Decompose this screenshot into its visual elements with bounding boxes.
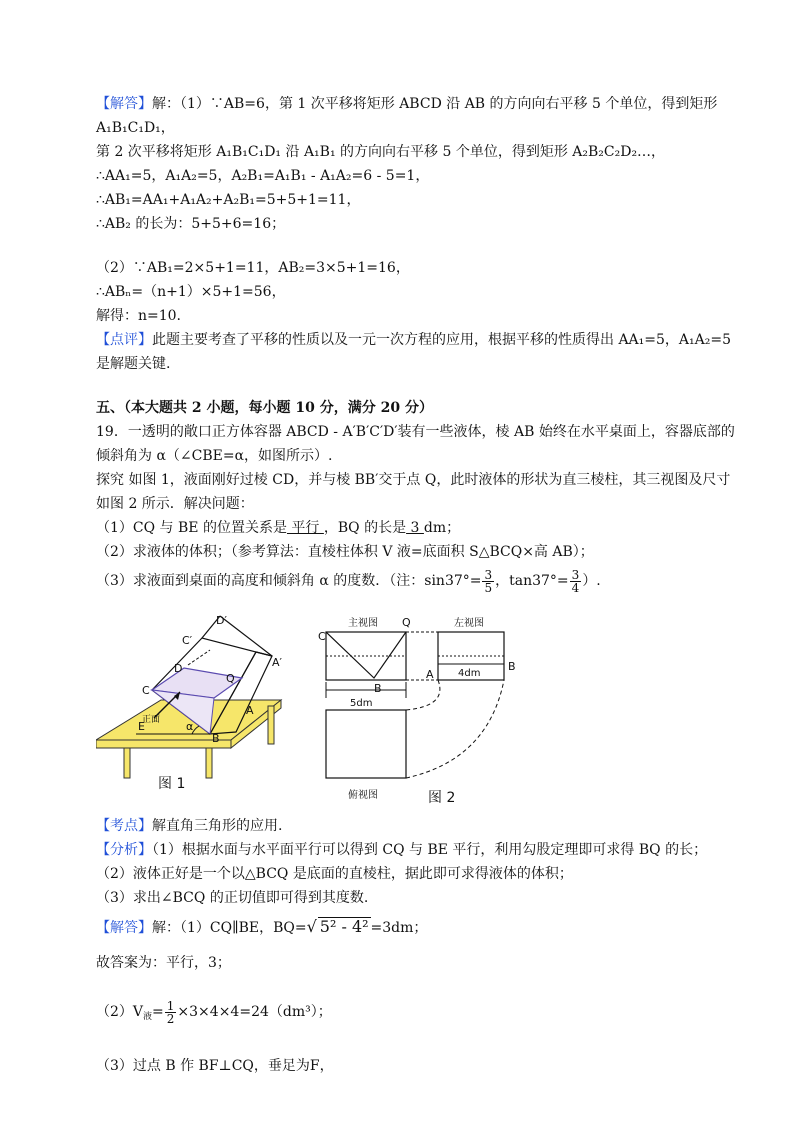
answer-blank: 3 [406,520,424,536]
point-label: A [426,668,434,681]
question-part-1: （1）CQ 与 BE 的位置关系是 平行 ，BQ 的长是 3 dm； [96,520,461,536]
point-label: C [318,630,326,643]
point-label: A′ [272,656,283,669]
point-label: Q [226,672,235,685]
analysis-line: （2）液体正好是一个以△BCQ 是底面的直棱柱，据此即可求得液体的体积； [96,866,573,882]
solution-line: ∴ABₙ=（n+1）×5+1=56， [96,284,286,300]
point-label: B [508,660,516,673]
figure-1 [96,610,296,810]
answer-blank: 平行 [286,520,324,536]
solution-line: ∴AB₂ 的长为：5+5+6=16； [96,216,286,232]
point-label: C′ [182,634,193,647]
figure-caption: 图 2 [428,790,456,806]
review-line: 【点评】此题主要考查了平移的性质以及一元一次方程的应用，根据平移的性质得出 AA₁=5，A₁A₂=5 [96,332,732,348]
section-title: 五、（本大题共 2 小题，每小题 10 分，满分 20 分） [96,400,433,416]
document-page [96,92,735,1078]
analysis-line: （3）求出∠BCQ 的正切值即可得到其度数. [96,890,369,906]
solution-line: 【解答】解：（1）∵AB=6，第 1 次平移将矩形 ABCD 沿 AB 的方向向右平移 5 个单位，得到矩形 [96,96,718,112]
view-label: 主视图 [348,618,378,629]
solution-line: （2）∵AB₁=2×5+1=11，AB₂=3×5+1=16， [96,260,410,276]
point-label: E [138,720,145,733]
fraction: $\frac{1}{2}$ [166,998,175,1026]
solution-line: 故答案为：平行，3； [96,955,231,971]
point-label: B [212,732,220,745]
solution-tag: 【解答】 [96,920,152,936]
review-line: 是解题关键. [96,356,171,372]
solution-line: 第 2 次平移将矩形 A₁B₁C₁D₁ 沿 A₁B₁ 的方向向右平移 5 个单位，得到矩形 A₂B₂C₂D₂…， [96,144,666,160]
fraction: $\frac{3}{5}$ [484,567,493,595]
kaodian-tag: 【考点】 [96,818,152,834]
solution-line: 【解答】解：（1）CQ∥BE，BQ=√ 5² - 4² =3dm； [96,917,428,936]
solution-line: A₁B₁C₁D₁， [96,120,175,136]
question-line: 19．一透明的敞口正方体容器 ABCD - A′B′C′D′装有一些液体，棱 AB 始终在水平桌面上，容器底部的 [96,424,735,440]
solution-line: ∴AB₁=AA₁+A₁A₂+A₂B₁=5+5+1=11， [96,192,361,208]
point-label: D [174,662,183,675]
point-label: D′ [216,614,227,627]
analysis-line: 【分析】（1）根据水面与水平面平行可以得到 CQ 与 BE 平行，利用勾股定理即可求得 BQ 的长； [96,842,708,858]
solution-tag: 【解答】 [96,96,152,112]
dimension-label: 5dm [350,698,373,709]
point-label: C [142,684,150,697]
review-tag: 【点评】 [96,332,152,348]
dimension-label: 4dm [458,668,481,679]
solution-line: ∴AA₁=5，A₁A₂=5，A₂B₁=A₁B₁ - A₁A₂=6 - 5=1， [96,168,430,184]
solution-line: （3）过点 B 作 BF⊥CQ，垂足为F， [96,1058,334,1074]
view-label: 左视图 [454,618,484,629]
solution-line: $(2)V_液=$ $\frac{1}{2}$ ×3×4×4=24（dm³）； [96,998,332,1026]
view-label: 俯视图 [348,790,378,801]
question-line: 倾斜角为 α（∠CBE=α，如图所示）. [96,448,333,464]
point-label: B [374,682,382,695]
point-label: Q [402,616,411,629]
front-label: 正面 [142,715,161,725]
figures-row [96,610,716,810]
analysis-tag: 【分析】 [96,842,152,858]
point-label: A [246,704,254,717]
solution-line: 解得：n=10. [96,308,182,324]
question-line: 如图 2 所示．解决问题： [96,496,254,512]
fraction: $\frac{3}{4}$ [571,567,580,595]
kaodian-line: 【考点】解直角三角形的应用. [96,818,283,834]
angle-label: α [186,720,194,733]
question-line: 探究 如图 1，液面刚好过棱 CD，并与棱 BB′交于点 Q，此时液体的形状为直三棱柱，其三视图及尺寸 [96,472,731,488]
question-part-2: （2）求液体的体积；（参考算法：直棱柱体积 V 液=底面积 S△BCQ×高 AB）； [96,544,594,560]
figure-2 [318,610,538,810]
question-part-3: （3）求液面到桌面的高度和倾斜角 α 的度数．（注：sin37°= $\frac{3}{5}$ ，tan37°= $\frac{3}{4}$ ）. [96,567,601,595]
square-root: 5² - 4² [319,917,369,936]
figure-caption: 图 1 [158,776,186,792]
